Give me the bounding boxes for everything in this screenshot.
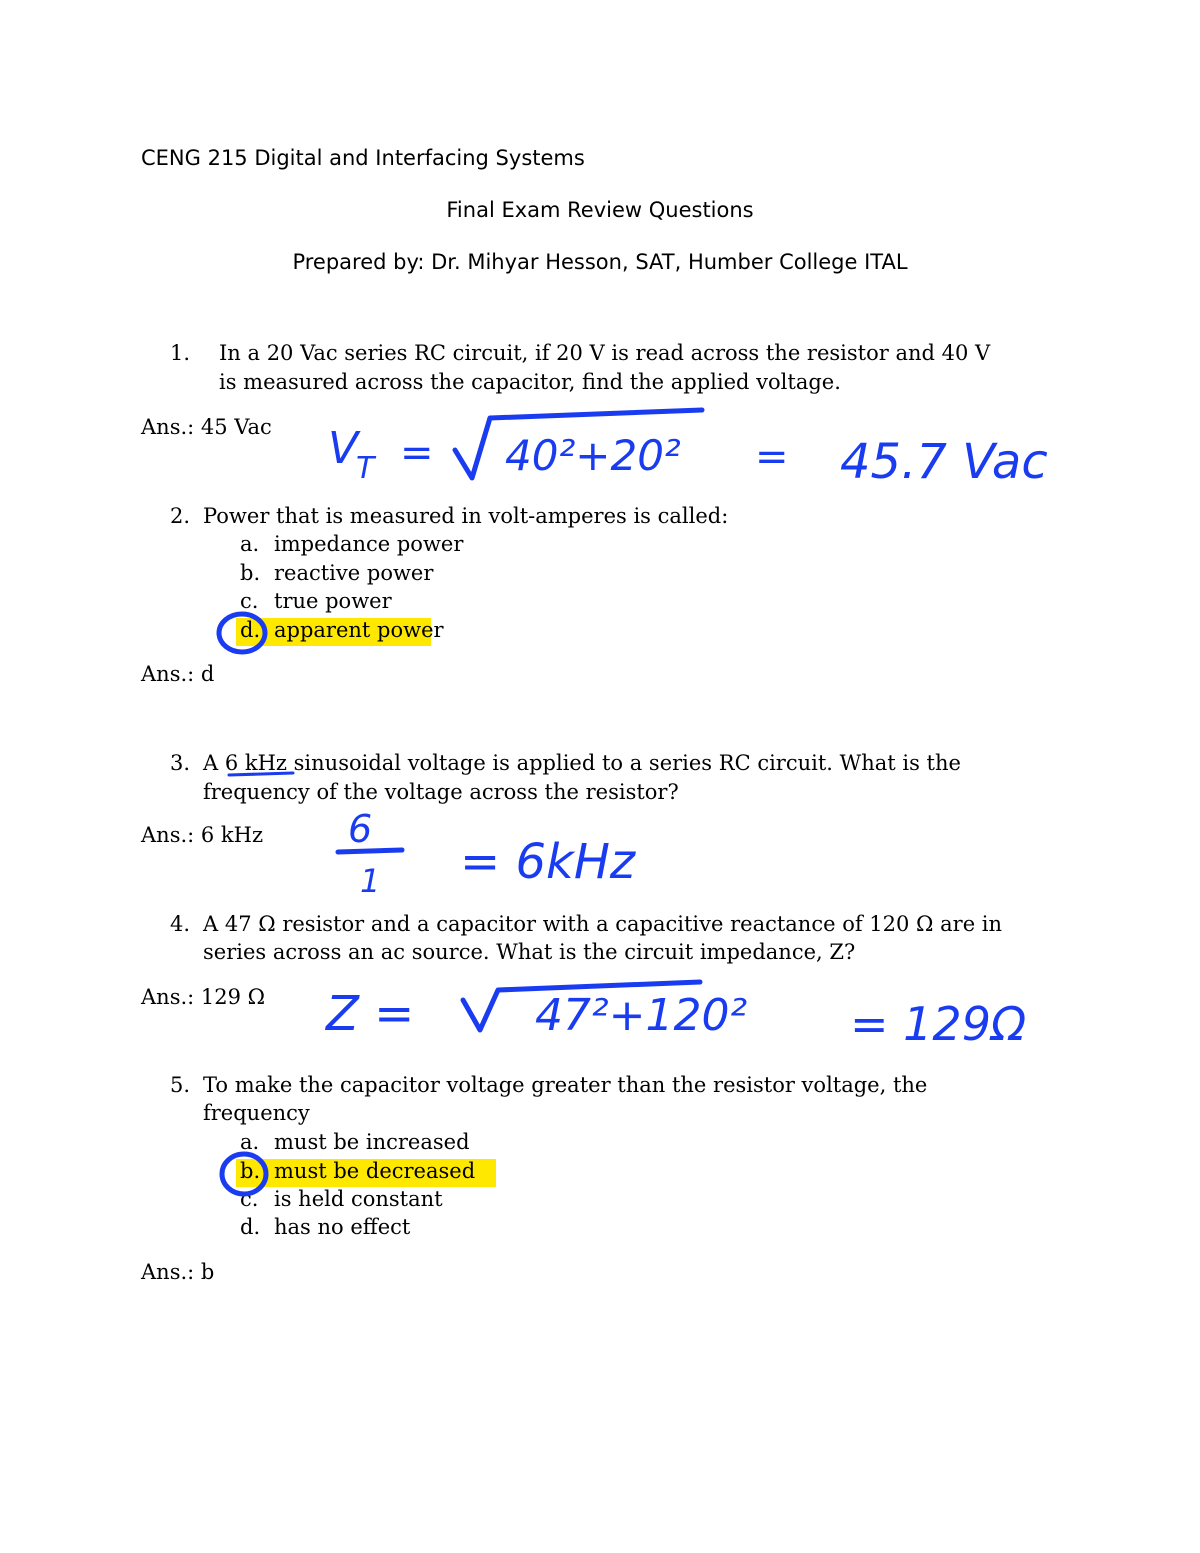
question-4-number: 4. bbox=[170, 912, 191, 936]
answer-5: Ans.: b bbox=[141, 1260, 215, 1284]
question-3-line-2: frequency of the voltage across the resistor? bbox=[203, 780, 679, 804]
question-5-option-c: is held constant bbox=[274, 1187, 443, 1211]
question-5-option-d: has no effect bbox=[274, 1215, 411, 1239]
question-5-option-d-letter: d. bbox=[240, 1215, 261, 1239]
q4-hand-result: = 129Ω bbox=[850, 997, 1027, 1051]
q3-hand-num: 6 bbox=[348, 807, 373, 851]
question-5-option-a: must be increased bbox=[274, 1130, 470, 1154]
question-5-line-1: To make the capacitor voltage greater than the resistor voltage, the bbox=[203, 1073, 928, 1097]
question-5-option-a-letter: a. bbox=[240, 1130, 260, 1154]
question-1-number: 1. bbox=[170, 341, 191, 365]
q4-sqrt-sign bbox=[463, 982, 700, 1030]
prepared-by: Prepared by: Dr. Mihyar Hesson, SAT, Humber College ITAL bbox=[292, 250, 908, 274]
document-subtitle: Final Exam Review Questions bbox=[446, 198, 754, 222]
question-5-option-c-letter: c. bbox=[240, 1187, 259, 1211]
q3-hand-result: = 6kHz bbox=[460, 834, 636, 890]
q4-hand-radicand: 47²+120² bbox=[535, 990, 748, 1041]
course-title: CENG 215 Digital and Interfacing Systems bbox=[141, 146, 585, 170]
q1-hand-eq2: = bbox=[755, 434, 789, 480]
question-2-option-a: impedance power bbox=[274, 532, 464, 556]
question-2-option-c: true power bbox=[274, 589, 392, 613]
q3-fraction-bar bbox=[338, 850, 402, 852]
question-5-number: 5. bbox=[170, 1073, 191, 1097]
question-5-option-b-letter: b. bbox=[240, 1159, 261, 1183]
question-2-option-c-letter: c. bbox=[240, 589, 259, 613]
question-5-option-b: must be decreased bbox=[274, 1159, 476, 1183]
answer-2: Ans.: d bbox=[141, 662, 215, 686]
question-2-option-d-letter: d. bbox=[240, 618, 261, 642]
question-3-line-1: A 6 kHz sinusoidal voltage is applied to a series RC circuit. What is the bbox=[203, 751, 961, 775]
q1-hand-v: V bbox=[328, 423, 359, 474]
question-2-number: 2. bbox=[170, 504, 191, 528]
question-1-line-1: In a 20 Vac series RC circuit, if 20 V is read across the resistor and 40 V bbox=[219, 341, 991, 365]
answer-4: Ans.: 129 Ω bbox=[141, 985, 266, 1009]
question-2-option-b-letter: b. bbox=[240, 561, 261, 585]
question-2-option-b: reactive power bbox=[274, 561, 434, 585]
question-1-line-2: is measured across the capacitor, find the applied voltage. bbox=[219, 370, 841, 394]
q3-hand-den: 1 bbox=[360, 862, 381, 900]
question-2-option-d: apparent power bbox=[274, 618, 444, 642]
q1-hand-eq1: = bbox=[400, 430, 434, 476]
q1-sqrt-sign bbox=[455, 410, 702, 478]
question-3-number: 3. bbox=[170, 751, 191, 775]
question-5-line-2: frequency bbox=[203, 1101, 310, 1125]
q4-hand-lhs: Z = bbox=[326, 986, 415, 1042]
question-2-text: Power that is measured in volt-amperes is called: bbox=[203, 504, 729, 528]
q1-hand-sub: T bbox=[356, 451, 375, 486]
question-4-line-1: A 47 Ω resistor and a capacitor with a capacitive reactance of 120 Ω are in bbox=[203, 912, 1003, 936]
question-4-line-2: series across an ac source. What is the circuit impedance, Z? bbox=[203, 940, 856, 964]
q1-hand-result: 45.7 Vac bbox=[840, 434, 1048, 490]
answer-3: Ans.: 6 kHz bbox=[141, 823, 264, 847]
q1-hand-radicand: 40²+20² bbox=[505, 431, 681, 480]
answer-1: Ans.: 45 Vac bbox=[141, 415, 272, 439]
question-2-option-a-letter: a. bbox=[240, 532, 260, 556]
